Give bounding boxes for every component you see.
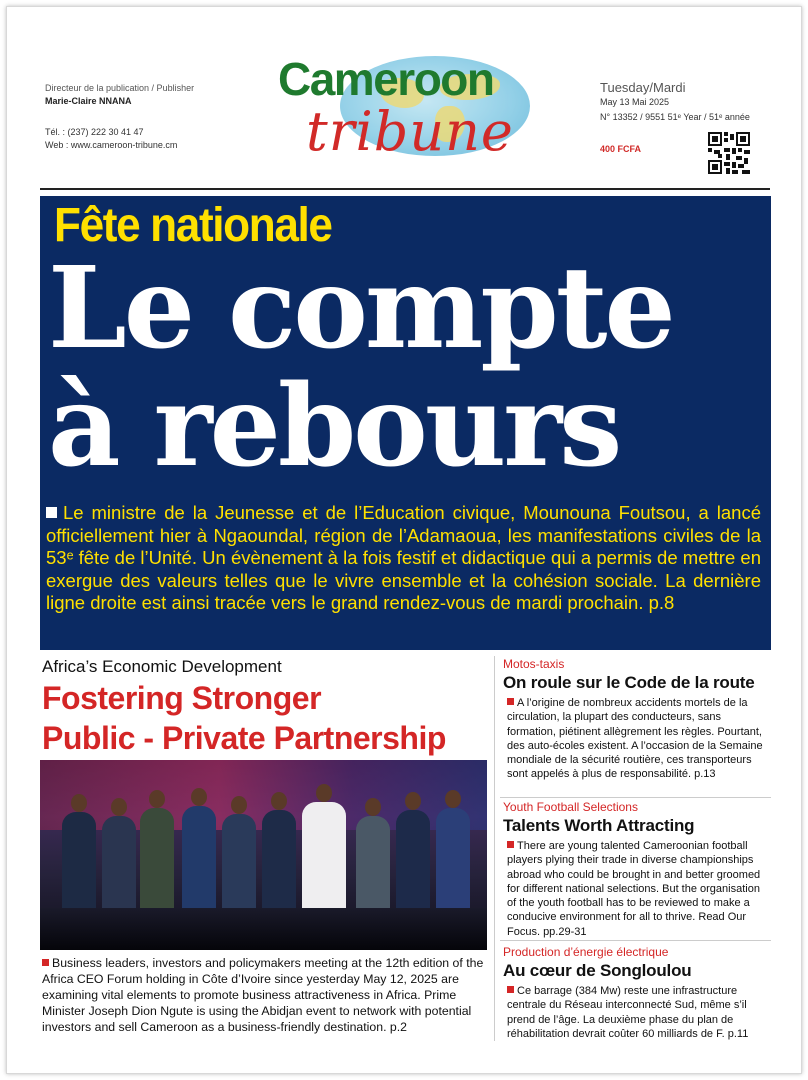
side-story-songloulou[interactable] [503, 945, 771, 1041]
header-divider [40, 188, 770, 190]
bullet-icon [507, 698, 514, 705]
feature-title-line1: Fostering Stronger [42, 680, 322, 716]
side-story-label: Youth Football Selections [503, 800, 638, 814]
logo-cameroon: Cameroon [278, 53, 494, 105]
lead-summary-text: Le ministre de la Jeunesse et de l’Education civique, Mounouna Foutsou, a lancé officiellement hier à Ngaoundal, région de l’Adamaoua, les manifestations civiles de la 53ᵉ fête de l’Unité. Un évènement à la fois festif et didactique qui a permis de mettre en exergue des valeurs telles que le vivre ensemble et la cohésion sociale. La dernière ligne droite est ainsi tracée vers le grand rendez-vous de mardi prochain. p.8 [46, 502, 761, 613]
issue-date: May 13 Mai 2025 [600, 97, 670, 107]
phone-number: Tél. : (237) 222 30 41 47 [45, 127, 144, 137]
side-story-title: Au cœur de Songloulou [503, 961, 692, 980]
side-story-title: Talents Worth Attracting [503, 816, 695, 835]
side-story-motos-taxis[interactable] [503, 657, 771, 782]
side-story-text: A l’origine de nombreux accidents mortels de la circulation, la plupart des conducteurs, sans formation, piétinent allègrement les règles. Pourtant, des auto-écoles existent. A l’occasion de la Semaine mondiale de la sécurité routière, ces transporteurs sont appelés à plus de responsabilité. p.13 [507, 697, 763, 781]
feature-title[interactable] [42, 678, 492, 758]
feature-caption [42, 955, 487, 1035]
bullet-icon [42, 959, 49, 966]
feature-caption-text: Business leaders, investors and policymakers meeting at the 12th edition of the Africa CEO Forum holding in Côte d’Ivoire since yesterday May 12, 2025 are examining vital elements to promote business attractiveness in Africa. Prime Minister Joseph Dion Ngute is using the Abidjan event to network with potential investors and sell Cameroon as a business-friendly destination. p.2 [42, 956, 484, 1034]
publisher-name: Marie-Claire NNANA [45, 96, 132, 106]
publisher-info [45, 82, 194, 108]
price: 400 FCFA [600, 144, 642, 154]
side-story-youth-football[interactable] [503, 800, 771, 939]
qr-code-icon [708, 132, 750, 174]
publisher-role: Directeur de la publication / Publisher [45, 83, 195, 93]
feature-photo [40, 760, 487, 950]
side-divider [500, 940, 771, 941]
newspaper-logo [270, 48, 540, 176]
side-story-text: There are young talented Cameroonian football players plying their trade in diverse championships abroad who could be brought in and better groomed for different national selections. But the organisation of the youth football has to be reviewed to make a conducive environment for all to thrive. Read Our Focus. pp.29-31 [507, 840, 761, 938]
contact-info [45, 126, 177, 152]
side-story-label: Production d’énergie électrique [503, 945, 669, 959]
lead-summary [46, 502, 761, 615]
bullet-icon [507, 841, 514, 848]
feature-title-line2: Public - Private Partnership [42, 720, 446, 756]
lead-headline-line2: à rebours [48, 361, 620, 492]
day-en: Tuesday/ [600, 80, 653, 95]
lead-story[interactable] [40, 196, 771, 650]
day-fr: Mardi [653, 80, 686, 95]
side-story-label: Motos-taxis [503, 657, 565, 671]
feature-section-label: Africa’s Economic Development [42, 657, 282, 676]
date-block [600, 80, 750, 125]
lead-headline [48, 243, 673, 492]
logo-tribune: tribune [306, 100, 514, 163]
bullet-icon [507, 986, 514, 993]
lead-headline-line1: Le compte [48, 243, 673, 374]
website: Web : www.cameroon-tribune.cm [45, 140, 178, 150]
lead-kicker: Fête nationale [54, 199, 332, 252]
bullet-square-icon [46, 507, 57, 518]
side-divider [500, 797, 771, 798]
issue-number: N° 13352 / 9551 51ᵉ Year / 51ᵉ année [600, 112, 750, 122]
column-divider [494, 656, 495, 1041]
side-story-title: On roule sur le Code de la route [503, 673, 755, 692]
side-story-text: Ce barrage (384 Mw) reste une infrastructure centrale du Réseau interconnecté Sud, même s’il prend de l’âge. La deuxième phase du plan de réhabilitation devrait coûter 60 milliards de F. p.11 [507, 985, 749, 1040]
